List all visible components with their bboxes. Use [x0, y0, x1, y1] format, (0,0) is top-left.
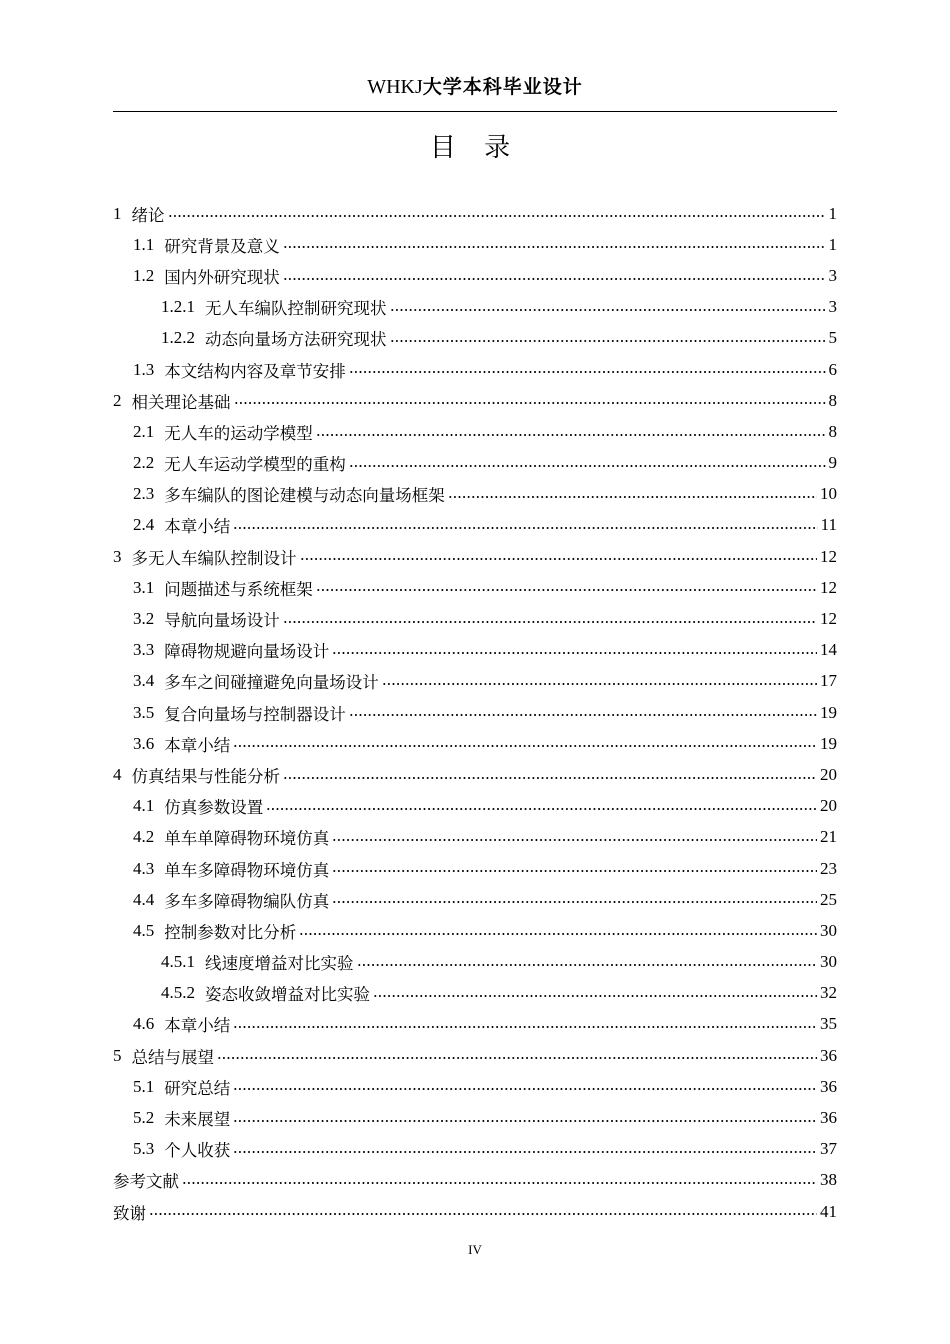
toc-dot-leader — [149, 1209, 817, 1219]
toc-dot-leader — [349, 710, 817, 720]
toc-dot-leader — [332, 835, 817, 845]
toc-entry-page: 20 — [820, 796, 837, 816]
toc-dot-leader — [300, 554, 818, 564]
toc-entry[interactable] — [113, 635, 837, 666]
toc-entry-number: 3.2 — [133, 609, 155, 629]
toc-entry[interactable] — [113, 323, 837, 354]
header-latin: WHKJ — [367, 76, 423, 98]
toc-entry-label: 本章小结 — [164, 735, 231, 755]
toc-entry[interactable] — [113, 416, 837, 447]
toc-entry[interactable] — [113, 385, 837, 416]
toc-entry-page: 36 — [820, 1076, 837, 1096]
toc-entry[interactable] — [113, 853, 837, 884]
toc-entry[interactable] — [113, 354, 837, 385]
toc-entry-number: 4.5.1 — [161, 952, 195, 972]
toc-entry[interactable] — [113, 198, 837, 229]
toc-entry-label: 单车多障碍物环境仿真 — [164, 860, 330, 880]
toc-entry-label: 障碍物规避向量场设计 — [164, 642, 330, 662]
toc-dot-leader — [448, 492, 817, 502]
toc-entry-page: 38 — [820, 1170, 837, 1190]
toc-dot-leader — [349, 367, 826, 377]
toc-dot-leader — [283, 773, 817, 783]
toc-entry-label: 参考文献 — [113, 1172, 179, 1192]
toc-entry[interactable] — [113, 229, 837, 260]
toc-dot-leader — [234, 398, 826, 408]
toc-entry-page: 12 — [820, 546, 837, 566]
toc-entry-number: 4 — [113, 764, 122, 784]
toc-entry-page: 3 — [828, 297, 837, 317]
toc-entry-label: 仿真结果与性能分析 — [131, 766, 280, 786]
toc-entry-label: 研究总结 — [164, 1078, 231, 1098]
toc-entry[interactable] — [113, 728, 837, 759]
toc-entry-label: 仿真参数设置 — [164, 798, 264, 818]
toc-entry-page: 6 — [828, 359, 837, 379]
toc-entry-label: 国内外研究现状 — [164, 267, 280, 287]
toc-entry-number: 1.1 — [133, 234, 155, 254]
toc-entry[interactable] — [113, 292, 837, 323]
toc-entry[interactable] — [113, 697, 837, 728]
header-title: 大学本科毕业设计 — [422, 76, 583, 98]
toc-dot-leader — [233, 523, 817, 533]
toc-entry[interactable] — [113, 260, 837, 291]
toc-entry-page: 5 — [828, 328, 837, 348]
toc-entry-number: 4.5.2 — [161, 983, 195, 1003]
toc-dot-leader — [168, 211, 826, 221]
toc-entry-number: 5.2 — [133, 1108, 155, 1128]
toc-entry-number: 5 — [113, 1045, 122, 1065]
toc-entry-number: 3.6 — [133, 733, 155, 753]
toc-entry-label: 相关理论基础 — [131, 392, 231, 412]
toc-entry-number: 3.5 — [133, 702, 155, 722]
toc-entry[interactable] — [113, 759, 837, 790]
toc-entry[interactable] — [113, 1040, 837, 1071]
toc-entry-number: 1.2.2 — [161, 328, 195, 348]
toc-entry-page: 1 — [828, 234, 837, 254]
toc-entry-page: 3 — [828, 265, 837, 285]
toc-entry-number: 3.1 — [133, 577, 155, 597]
toc-entry-number: 4.2 — [133, 827, 155, 847]
toc-entry[interactable] — [113, 448, 837, 479]
toc-entry-page: 23 — [820, 858, 837, 878]
toc-entry[interactable] — [113, 541, 837, 572]
toc-entry[interactable] — [113, 822, 837, 853]
toc-entry-page: 30 — [820, 952, 837, 972]
toc-dot-leader — [373, 991, 817, 1001]
toc-entry-page: 21 — [820, 827, 837, 847]
toc-entry-label: 复合向量场与控制器设计 — [164, 704, 346, 724]
toc-entry-label: 多车编队的图论建模与动态向量场框架 — [164, 486, 445, 506]
toc-entry[interactable] — [113, 510, 837, 541]
toc-entry-label: 线速度增益对比实验 — [205, 954, 354, 974]
toc-dot-leader — [233, 1147, 817, 1157]
toc-entry-number: 2.4 — [133, 515, 155, 535]
toc-entry-label: 无人车编队控制研究现状 — [205, 299, 387, 319]
toc-entry[interactable] — [113, 884, 837, 915]
toc-dot-leader — [299, 929, 817, 939]
toc-entry-number: 1.3 — [133, 359, 155, 379]
toc-entry[interactable] — [113, 915, 837, 946]
toc-entry[interactable] — [113, 978, 837, 1009]
toc-title: 目 录 — [429, 133, 521, 163]
toc-entry-number: 2 — [113, 390, 122, 410]
toc-entry-page: 10 — [820, 484, 837, 504]
page-number: IV — [468, 1242, 482, 1257]
toc-entry-page: 25 — [820, 889, 837, 909]
toc-entry-label: 无人车的运动学模型 — [164, 423, 313, 443]
toc-entry-page: 37 — [820, 1139, 837, 1159]
toc-entry-page: 19 — [820, 702, 837, 722]
toc-entry[interactable] — [113, 603, 837, 634]
toc-entry-label: 控制参数对比分析 — [164, 922, 297, 942]
toc-entry-label: 多车多障碍物编队仿真 — [164, 891, 330, 911]
toc-entry-page: 8 — [828, 390, 837, 410]
toc-dot-leader — [332, 897, 817, 907]
toc-entry-page: 32 — [820, 983, 837, 1003]
toc-entry[interactable] — [113, 1196, 837, 1227]
toc-entry-page: 8 — [828, 421, 837, 441]
toc-dot-leader — [390, 336, 826, 346]
toc-entry-page: 11 — [820, 515, 837, 535]
toc-entry-page: 12 — [820, 609, 837, 629]
toc-entry-label: 单车单障碍物环境仿真 — [164, 829, 330, 849]
toc-entry-page: 36 — [820, 1045, 837, 1065]
toc-entry-number: 1 — [113, 203, 122, 223]
toc-entry-label: 多无人车编队控制设计 — [131, 548, 297, 568]
toc-dot-leader — [316, 585, 817, 595]
toc-entry[interactable] — [113, 479, 837, 510]
toc-entry-number: 2.2 — [133, 453, 155, 473]
toc-entry-page: 19 — [820, 733, 837, 753]
toc-entry-label: 未来展望 — [164, 1110, 231, 1130]
toc-entry-number: 4.6 — [133, 1014, 155, 1034]
toc-entry-label: 动态向量场方法研究现状 — [205, 330, 387, 350]
toc-entry-label: 本文结构内容及章节安排 — [164, 361, 346, 381]
toc-entry-number: 3 — [113, 546, 122, 566]
toc-entry-number: 4.5 — [133, 920, 155, 940]
toc-entry[interactable] — [113, 1009, 837, 1040]
toc-entry-label: 总结与展望 — [131, 1047, 214, 1067]
toc-entry-label: 问题描述与系统框架 — [164, 579, 313, 599]
toc-entry-label: 研究背景及意义 — [164, 236, 280, 256]
toc-entry-number: 5.3 — [133, 1139, 155, 1159]
toc-entry-label: 导航向量场设计 — [164, 611, 280, 631]
table-of-contents — [113, 198, 837, 1227]
toc-entry-label: 本章小结 — [164, 517, 231, 537]
toc-entry-page: 35 — [820, 1014, 837, 1034]
toc-entry-number: 1.2.1 — [161, 297, 195, 317]
toc-entry-number: 3.3 — [133, 640, 155, 660]
toc-entry-number: 2.1 — [133, 421, 155, 441]
toc-entry[interactable] — [113, 572, 837, 603]
toc-entry-number: 1.2 — [133, 265, 155, 285]
toc-entry-number: 5.1 — [133, 1076, 155, 1096]
toc-entry-page: 12 — [820, 577, 837, 597]
toc-entry[interactable] — [113, 947, 837, 978]
toc-dot-leader — [233, 1022, 817, 1032]
toc-entry[interactable] — [113, 1102, 837, 1133]
toc-entry-label: 个人收获 — [164, 1141, 231, 1161]
toc-entry-page: 1 — [828, 203, 837, 223]
header-rule — [113, 111, 837, 112]
toc-dot-leader — [233, 1116, 817, 1126]
toc-entry-page: 41 — [820, 1201, 837, 1221]
toc-dot-leader — [283, 617, 817, 627]
toc-entry-number: 2.3 — [133, 484, 155, 504]
toc-dot-leader — [266, 804, 817, 814]
toc-entry-label: 本章小结 — [164, 1016, 231, 1036]
toc-entry[interactable] — [113, 1071, 837, 1102]
toc-dot-leader — [316, 430, 826, 440]
toc-entry-page: 17 — [820, 671, 837, 691]
toc-entry[interactable] — [113, 791, 837, 822]
toc-dot-leader — [233, 1084, 817, 1094]
toc-entry[interactable] — [113, 666, 837, 697]
toc-entry-label: 绪论 — [131, 205, 165, 225]
toc-dot-leader — [357, 960, 818, 970]
toc-entry[interactable] — [113, 1134, 837, 1165]
toc-entry-label: 姿态收敛增益对比实验 — [205, 985, 370, 1005]
toc-dot-leader — [283, 242, 826, 252]
toc-entry-number: 4.3 — [133, 858, 155, 878]
toc-entry-page: 30 — [820, 920, 837, 940]
toc-entry-label: 多车之间碰撞避免向量场设计 — [164, 673, 379, 693]
toc-entry-number: 3.4 — [133, 671, 155, 691]
toc-dot-leader — [332, 648, 817, 658]
toc-dot-leader — [390, 305, 826, 315]
running-header — [0, 74, 950, 100]
toc-dot-leader — [217, 1053, 817, 1063]
toc-dot-leader — [283, 274, 826, 284]
toc-dot-leader — [382, 679, 817, 689]
toc-entry-page: 9 — [828, 453, 837, 473]
toc-dot-leader — [332, 866, 817, 876]
toc-entry-page: 14 — [820, 640, 837, 660]
toc-entry-label: 致谢 — [113, 1203, 146, 1223]
toc-entry-page: 36 — [820, 1108, 837, 1128]
toc-dot-leader — [349, 461, 826, 471]
toc-entry-number: 4.4 — [133, 889, 155, 909]
toc-entry-number: 4.1 — [133, 796, 155, 816]
toc-dot-leader — [233, 741, 817, 751]
toc-entry-page: 20 — [820, 764, 837, 784]
toc-dot-leader — [182, 1178, 817, 1188]
toc-entry[interactable] — [113, 1165, 837, 1196]
toc-entry-label: 无人车运动学模型的重构 — [164, 455, 346, 475]
